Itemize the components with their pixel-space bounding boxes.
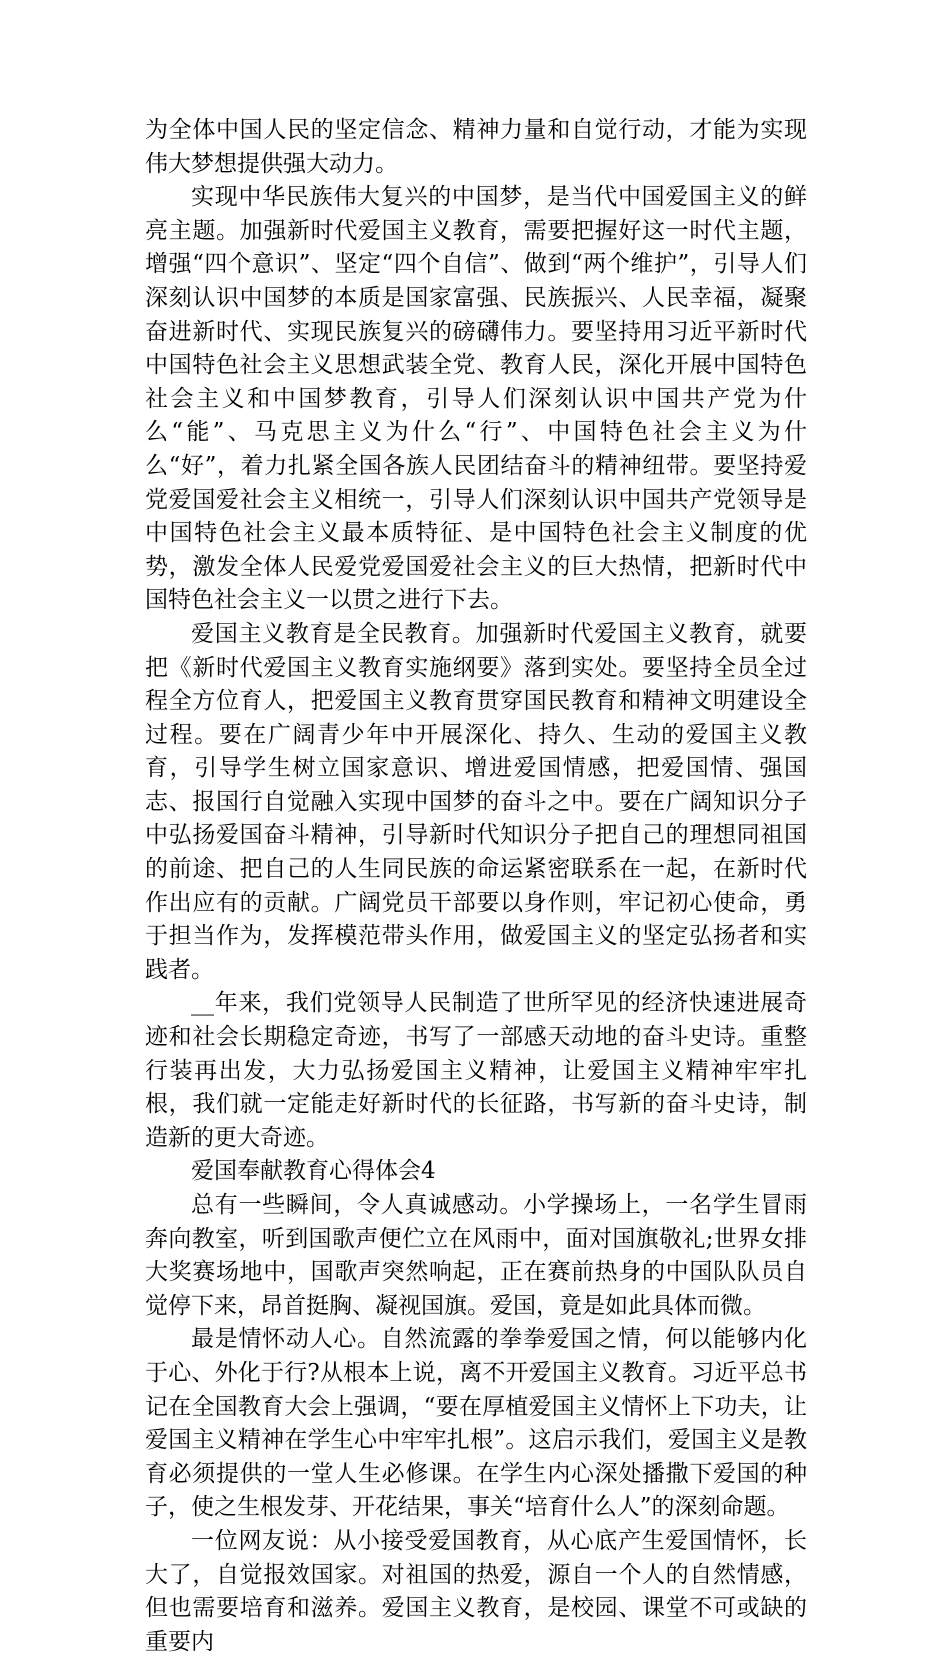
- paragraph-1: 为全体中国人民的坚定信念、精神力量和自觉行动，才能为实现伟大梦想提供强大动力。: [145, 117, 807, 177]
- document-page: [145, 114, 807, 1659]
- paragraph-6: 最是情怀动人心。自然流露的拳拳爱国之情，何以能够内化于心、外化于行?从根本上说，离不开爱国主义教育。习近平总书记在全国教育大会上强调，“要在厚植爱国主义情怀上下功夫，让爱国主义精神在学生心中牢牢扎根”。这启示我们，爱国主义是教育必须提供的一堂人生必修课。在学生内心深处播撒下爱国的种子，使之生根发芽、开花结果，事关“培育什么人”的深刻命题。: [145, 1326, 807, 1521]
- section-heading: 爱国奉献教育心得体会4: [191, 1158, 436, 1185]
- paragraph-2: 实现中华民族伟大复兴的中国梦，是当代中国爱国主义的鲜亮主题。加强新时代爱国主义教育，需要把握好这一时代主题，增强“四个意识”、坚定“四个自信”、做到“两个维护”，引导人们深刻认识中国梦的本质是国家富强、民族振兴、人民幸福，凝聚奋进新时代、实现民族复兴的磅礴伟力。要坚持用习近平新时代中国特色社会主义思想武装全党、教育人民，深化开展中国特色社会主义和中国梦教育，引导人们深刻认识中国共产党为什么“能”、马克思主义为什么“行”、中国特色社会主义为什么“好”，着力扎紧全国各族人民团结奋斗的精神纽带。要坚持爱党爱国爱社会主义相统一，引导人们深刻认识中国共产党领导是中国特色社会主义最本质特征、是中国特色社会主义制度的优势，激发全体人民爱党爱国爱社会主义的巨大热情，把新时代中国特色社会主义一以贯之进行下去。: [145, 184, 807, 614]
- paragraph-3: 爱国主义教育是全民教育。加强新时代爱国主义教育，就要把《新时代爱国主义教育实施纲要》落到实处。要坚持全员全过程全方位育人，把爱国主义教育贯穿国民教育和精神文明建设全过程。要在广阔青少年中开展深化、持久、生动的爱国主义教育，引导学生树立国家意识、增进爱国情感，把爱国情、强国志、报国行自觉融入实现中国梦的奋斗之中。要在广阔知识分子中弘扬爱国奋斗精神，引导新时代知识分子把自己的理想同祖国的前途、把自己的人生同民族的命运紧密联系在一起，在新时代作出应有的贡献。广阔党员干部要以身作则，牢记初心使命，勇于担当作为，发挥模范带头作用，做爱国主义的坚定弘扬者和实践者。: [145, 620, 807, 983]
- paragraph-4: __年来，我们党领导人民制造了世所罕见的经济快速进展奇迹和社会长期稳定奇迹，书写了一部感天动地的奋斗史诗。重整行装再出发，大力弘扬爱国主义精神，让爱国主义精神牢牢扎根，我们就一定能走好新时代的长征路，书写新的奋斗史诗，制造新的更大奇迹。: [145, 990, 807, 1151]
- paragraph-7: 一位网友说：从小接受爱国教育，从心底产生爱国情怀，长大了，自觉报效国家。对祖国的热爱，源自一个人的自然情感，但也需要培育和滋养。爱国主义教育，是校园、课堂不可或缺的重要内: [145, 1527, 807, 1655]
- paragraph-5: 总有一些瞬间，令人真诚感动。小学操场上，一名学生冒雨奔向教室，听到国歌声便伫立在风雨中，面对国旗敬礼;世界女排大奖赛场地中，国歌声突然响起，正在赛前热身的中国队队员自觉停下来，昂首挺胸、凝视国旗。爱国，竟是如此具体而微。: [145, 1192, 807, 1319]
